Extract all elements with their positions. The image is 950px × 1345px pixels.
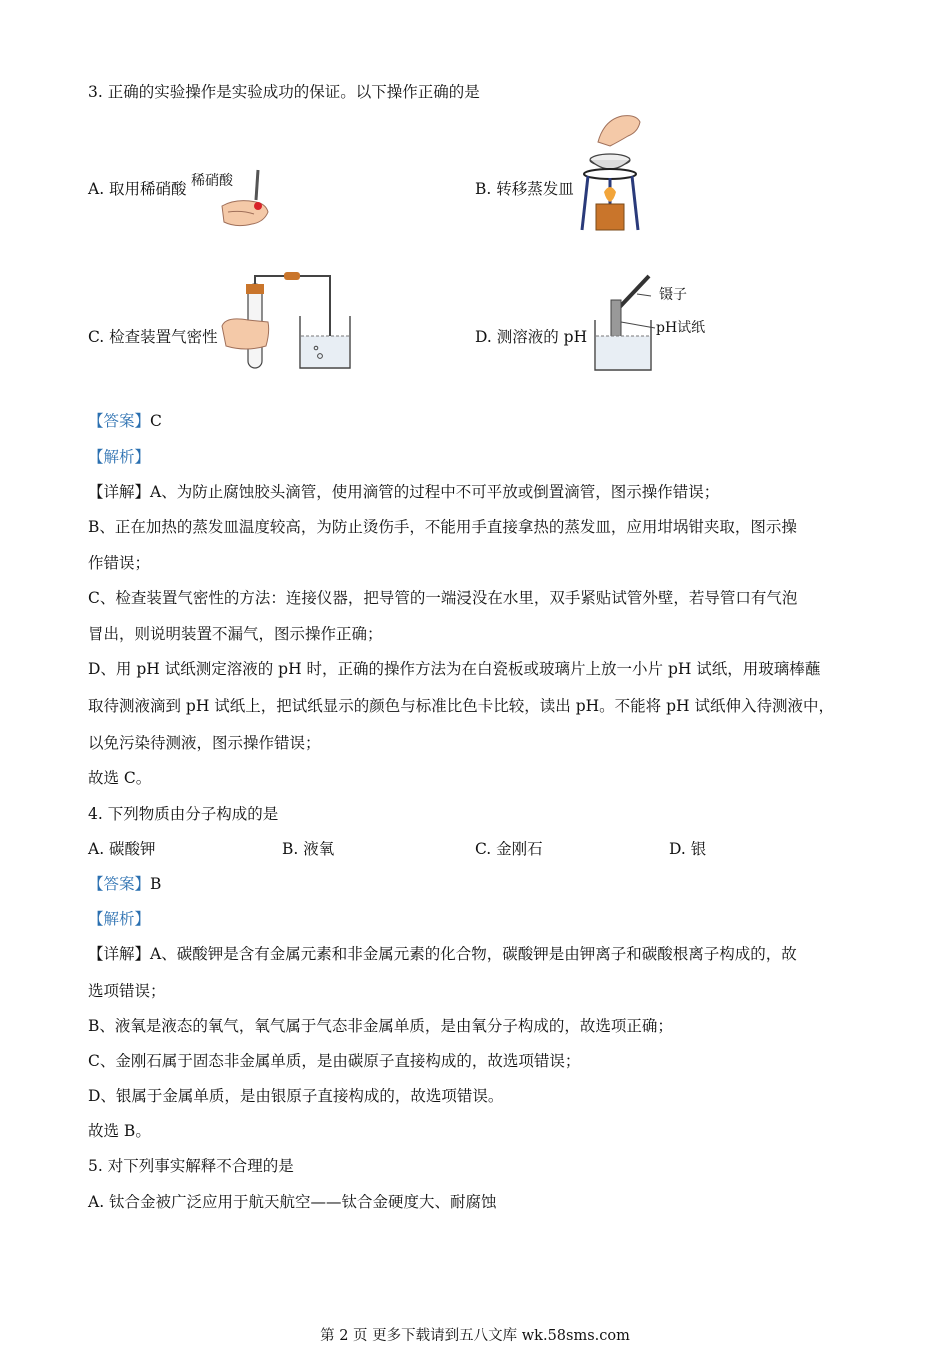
- q3-stem: 3. 正确的实验操作是实验成功的保证。以下操作正确的是: [88, 83, 480, 101]
- q4-detail-line: B、液氧是液态的氧气，氧气属于气态非金属单质，是由氧分子构成的，故选项正确；: [88, 1017, 673, 1035]
- airtightness-check-figure: [222, 270, 354, 372]
- q3-analysis: [88, 447, 150, 467]
- q3-option-a: A. 取用稀硝酸: [88, 180, 187, 198]
- q4-option-d: D. 银: [669, 840, 707, 858]
- answer-tag: 【答案】: [88, 875, 151, 893]
- answer-value: B: [150, 875, 162, 893]
- q4-detail-line: 选项错误；: [88, 982, 166, 1000]
- q4-option-c: C. 金刚石: [475, 840, 543, 858]
- page-footer: 第 2 页 更多下载请到五八文库 wk.58sms.com: [320, 1328, 630, 1344]
- answer-value: C: [150, 412, 162, 430]
- q4-option-b: B. 液氧: [282, 840, 335, 858]
- q4-stem: 4. 下列物质由分子构成的是: [88, 805, 279, 823]
- detail-tag: 【详解】: [88, 483, 151, 501]
- q3-option-d: D. 测溶液的 pH: [475, 328, 588, 346]
- q4-detail-line: 故选 B。: [88, 1122, 151, 1140]
- q3-detail-line: 取待测液滴到 pH 试纸上，把试纸显示的颜色与标准比色卡比较，读出 pH。不能将 pH 试纸伸入待测液中，: [88, 697, 834, 715]
- q3-answer: [88, 411, 162, 431]
- evaporating-dish-figure: [578, 112, 643, 234]
- q3-option-d-label-tweezers: 镊子: [659, 287, 687, 303]
- q5-stem: 5. 对下列事实解释不合理的是: [88, 1157, 294, 1175]
- q3-detail-line: D、用 pH 试纸测定溶液的 pH 时，正确的操作方法为在白瓷板或玻璃片上放一小片 pH 试纸，用玻璃棒蘸: [88, 660, 821, 678]
- q3-detail-line: 故选 C。: [88, 769, 152, 787]
- answer-tag: 【答案】: [88, 412, 151, 430]
- dropper-hand-figure: [218, 166, 273, 234]
- q4-option-a: A. 碳酸钾: [88, 840, 156, 858]
- q3-detail-line: B、正在加热的蒸发皿温度较高，为防止烫伤手，不能用手直接拿热的蒸发皿，应用坩埚钳夹取，图示操: [88, 518, 797, 536]
- ph-test-figure: [593, 272, 663, 372]
- detail-tag: 【详解】: [88, 945, 151, 963]
- q5-option-a: A. 钛合金被广泛应用于航天航空——钛合金硬度大、耐腐蚀: [88, 1193, 497, 1211]
- analysis-tag: 【解析】: [88, 448, 151, 466]
- q4-detail-line: D、银属于金属单质，是由银原子直接构成的，故选项错误。: [88, 1087, 504, 1105]
- analysis-tag: 【解析】: [88, 910, 151, 928]
- q3-detail-line: 【详解】A、为防止腐蚀胶头滴管，使用滴管的过程中不可平放或倒置滴管，图示操作错误；: [88, 483, 720, 501]
- q3-option-a-label: 稀硝酸: [191, 173, 233, 189]
- q3-detail-line: C、检查装置气密性的方法：连接仪器，把导管的一端浸没在水里，双手紧贴试管外壁，若导管口有气泡: [88, 589, 798, 607]
- q3-detail-line: 以免污染待测液，图示操作错误；: [88, 734, 321, 752]
- q3-option-c: C. 检查装置气密性: [88, 328, 218, 346]
- q3-option-b: B. 转移蒸发皿: [475, 180, 574, 198]
- q4-detail-line: C、金刚石属于固态非金属单质，是由碳原子直接构成的，故选项错误；: [88, 1052, 581, 1070]
- q3-detail-line: 作错误；: [88, 554, 151, 572]
- q3-detail-line: 冒出，则说明装置不漏气，图示操作正确；: [88, 625, 383, 643]
- q4-detail-line: 【详解】A、碳酸钾是含有金属元素和非金属元素的化合物，碳酸钾是由钾离子和碳酸根离子构成的，故: [88, 945, 797, 963]
- q4-analysis: [88, 909, 150, 929]
- q4-answer: [88, 874, 161, 894]
- q3-option-d-label-ph-paper: pH试纸: [656, 320, 706, 336]
